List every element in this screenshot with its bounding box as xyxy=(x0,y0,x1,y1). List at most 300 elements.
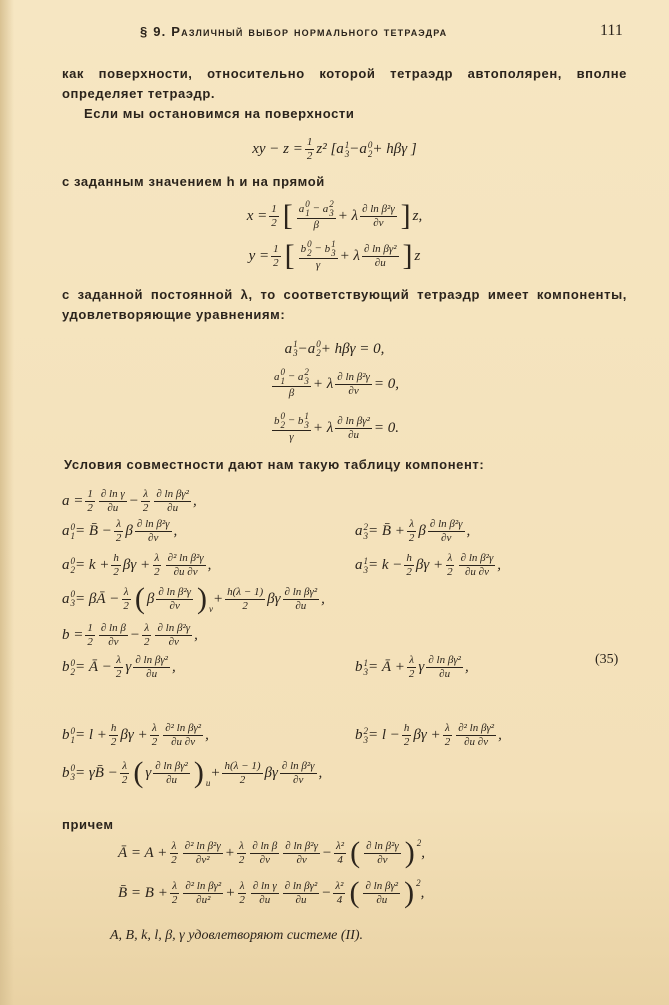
formula-text: 2 xyxy=(115,668,122,680)
big-delimiter xyxy=(195,584,213,614)
formula-text: λ xyxy=(409,654,415,666)
numerator xyxy=(163,722,203,736)
superscript: 1 xyxy=(363,555,368,566)
formula-text: ∂ ln β²γ xyxy=(281,759,315,772)
subscript: 2 xyxy=(280,420,285,430)
formula-text: z, xyxy=(412,207,423,224)
denominator xyxy=(111,566,121,579)
running-header: § 9. Различный выбор нормального тетраэдра xyxy=(140,24,448,39)
indexed-symbol xyxy=(298,368,309,386)
numerator xyxy=(99,488,127,502)
subscript: 1 xyxy=(70,734,75,745)
formula-text: γ xyxy=(315,259,321,271)
numerator xyxy=(456,722,496,736)
subscript: 3 xyxy=(70,772,75,782)
denominator xyxy=(335,854,345,867)
symbol: a xyxy=(273,370,280,383)
formula-text: ∂ ln βγ² xyxy=(365,879,399,892)
formula-text: ∂ ln βγ² xyxy=(155,759,188,772)
symbol: a xyxy=(298,202,305,215)
fraction xyxy=(225,586,265,613)
fraction xyxy=(404,552,414,579)
formula-text: 2 xyxy=(238,853,245,866)
formula-text: B̄ = B + xyxy=(118,884,168,901)
formula-text: ∂v xyxy=(348,384,359,397)
indexed-symbol xyxy=(336,141,349,159)
formula-text: Ā = A + xyxy=(118,844,168,861)
formula-text: − xyxy=(321,884,332,901)
superscript: 0 xyxy=(280,367,285,377)
numerator xyxy=(407,518,416,532)
numerator xyxy=(225,586,265,600)
indexed-symbol xyxy=(62,523,75,541)
paragraph-1: как поверхности, относительно которой тетраэдр автополярен, вполне определяет тетраэдр. xyxy=(62,66,627,101)
superscript: 0 xyxy=(280,411,285,421)
numerator xyxy=(334,840,346,854)
formula-text: 2 xyxy=(306,150,313,162)
formula-text: βγ xyxy=(267,590,281,607)
indexed-symbol xyxy=(325,240,336,258)
fraction xyxy=(334,840,346,867)
formula-text: ∂u xyxy=(376,893,388,906)
fraction xyxy=(456,722,496,749)
fraction xyxy=(156,586,193,613)
fraction xyxy=(363,880,400,907)
fraction xyxy=(272,412,311,444)
formula-text: h xyxy=(403,722,410,734)
fraction xyxy=(283,840,320,867)
numerator xyxy=(251,880,279,894)
symbol: a xyxy=(307,340,316,357)
denominator xyxy=(85,502,95,515)
subscript: 3 xyxy=(331,248,336,258)
formula-text: ∂u xyxy=(439,668,451,680)
formula-text: , xyxy=(194,627,198,643)
numerator xyxy=(154,488,191,502)
formula-text: γ xyxy=(145,764,152,781)
formula-text: ∂ ln β²γ xyxy=(285,839,318,852)
formula-text: ∂² ln βγ² xyxy=(185,879,222,892)
symbol: a xyxy=(62,523,70,539)
formula-text: βγ + xyxy=(122,557,151,573)
numerator xyxy=(170,840,179,854)
formula-text: ∂v xyxy=(296,853,307,866)
superscript: 1 xyxy=(363,657,368,668)
indexed-symbol xyxy=(62,557,75,575)
formula-text: ∂ ln β²γ xyxy=(136,518,170,530)
formula-text: , xyxy=(171,659,176,675)
formula-text: β xyxy=(125,523,133,539)
numerator xyxy=(183,840,223,854)
paragraph-6: причем xyxy=(62,817,114,832)
indexed-symbol xyxy=(62,727,75,745)
indexed-symbol xyxy=(62,590,75,608)
formula-text: ∂ ln β²γ xyxy=(337,370,370,383)
numerator xyxy=(333,880,345,894)
formula-text: λ xyxy=(239,879,245,892)
denominator xyxy=(375,854,389,867)
formula-text: 1 xyxy=(306,136,313,148)
numerator xyxy=(170,880,179,894)
table-b32 xyxy=(355,722,502,749)
delimiter: ( xyxy=(350,836,361,869)
big-delimiter xyxy=(399,201,413,231)
formula-text: 2 xyxy=(408,532,415,544)
formula-text: , xyxy=(318,764,323,781)
fraction xyxy=(99,488,127,515)
equation-number: (35) xyxy=(595,652,619,667)
subscript: 2 xyxy=(70,564,75,575)
denominator xyxy=(291,774,305,787)
fraction xyxy=(85,488,95,515)
fraction xyxy=(407,654,417,681)
superscript: 0 xyxy=(307,239,312,249)
formula-text: 1 xyxy=(273,242,279,255)
formula-text: βγ xyxy=(264,764,278,781)
denominator xyxy=(152,566,162,579)
superscript: 0 xyxy=(316,339,321,349)
denominator xyxy=(169,854,179,867)
formula-text: βγ + xyxy=(413,727,441,743)
indexed-symbol xyxy=(274,412,285,430)
formula-text: ∂ ln β²γ xyxy=(366,839,399,852)
denominator xyxy=(106,636,120,649)
denominator xyxy=(293,600,308,613)
numerator xyxy=(166,552,206,566)
numerator xyxy=(297,200,336,219)
denominator xyxy=(164,774,179,787)
formula-text: ∂u ∂v xyxy=(464,736,489,748)
fraction xyxy=(271,243,281,270)
big-delimiter xyxy=(133,584,147,614)
denominator xyxy=(240,600,250,613)
denominator xyxy=(335,894,345,907)
table-b10 xyxy=(62,722,209,749)
fraction xyxy=(153,760,190,787)
numerator xyxy=(133,654,170,668)
fraction xyxy=(135,518,172,545)
numerator xyxy=(85,488,95,502)
formula-text: + xyxy=(210,764,221,781)
formula-text: λ xyxy=(239,839,244,852)
formula-text: 2 xyxy=(403,736,410,748)
formula-text: − xyxy=(128,493,139,509)
denominator xyxy=(150,736,160,749)
table-a xyxy=(62,488,197,515)
formula-text: − xyxy=(309,202,323,215)
formula-text: z² [ xyxy=(316,141,337,157)
big-delimiter xyxy=(348,838,362,868)
numerator xyxy=(142,622,151,636)
symbol: a xyxy=(359,141,367,157)
formula-text: ∂ ln β xyxy=(252,839,278,852)
numerator xyxy=(109,722,119,736)
formula-text: h xyxy=(406,552,412,564)
denominator xyxy=(194,894,212,907)
fraction xyxy=(237,880,247,907)
formula-text: , xyxy=(497,557,502,573)
formula-text: λ xyxy=(152,722,157,734)
superscript: 1 xyxy=(331,239,336,249)
superscript: 0 xyxy=(70,555,75,566)
formula-text: 2 xyxy=(87,502,93,514)
numerator xyxy=(280,760,317,774)
equation-1 xyxy=(0,340,669,358)
numerator xyxy=(446,552,455,566)
formula-text: ∂u xyxy=(167,502,179,514)
symbol: b xyxy=(297,414,304,427)
denominator xyxy=(109,736,119,749)
numerator xyxy=(237,840,246,854)
fraction xyxy=(297,200,336,232)
numerator xyxy=(364,840,401,854)
formula-text: = 0. xyxy=(373,419,400,436)
denominator xyxy=(121,600,131,613)
formula-text: = B̄ − xyxy=(75,523,112,539)
subscript: 3 xyxy=(363,564,368,575)
numerator xyxy=(111,552,121,566)
indexed-symbol xyxy=(355,727,368,745)
fraction xyxy=(333,880,345,907)
formula-text: ∂ ln βγ² xyxy=(363,242,397,255)
numerator xyxy=(407,654,416,668)
numerator xyxy=(459,552,496,566)
formula-text: 2 xyxy=(239,773,246,786)
formula-text: ∂² ln β²γ xyxy=(184,839,221,852)
superscript: 0 xyxy=(305,199,310,209)
formula-text: 2 xyxy=(447,566,453,578)
indexed-symbol xyxy=(285,340,298,358)
fraction xyxy=(163,722,203,749)
formula-line-y xyxy=(0,240,669,272)
numerator xyxy=(135,518,172,532)
subscript: 3 xyxy=(304,376,309,386)
formula-text: ∂u xyxy=(295,599,307,612)
formula-text: , xyxy=(207,557,212,573)
fraction xyxy=(85,622,95,649)
formula-text: = k − xyxy=(368,557,403,573)
denominator xyxy=(463,566,491,579)
superscript: 2 xyxy=(363,521,368,532)
denominator xyxy=(287,387,296,400)
fraction xyxy=(141,488,151,515)
formula-text: λ xyxy=(123,585,129,598)
fraction xyxy=(114,518,124,545)
denominator xyxy=(271,257,281,270)
fraction xyxy=(283,586,320,613)
formula-text: − xyxy=(297,340,308,357)
subscript: 3 xyxy=(329,208,334,218)
fraction xyxy=(99,622,128,649)
numerator xyxy=(360,203,397,217)
fraction xyxy=(251,880,279,907)
formula-text: ∂v xyxy=(293,773,304,786)
denominator xyxy=(437,668,452,681)
denominator xyxy=(172,566,200,579)
indexed-symbol xyxy=(323,200,334,218)
formula-text: 2 xyxy=(110,736,117,748)
delimiter: ) xyxy=(196,582,207,615)
formula-text: ∂ ln βγ² xyxy=(284,585,318,598)
denominator xyxy=(462,736,490,749)
formula-text: ∂ ln βγ² xyxy=(156,488,189,500)
symbol: a xyxy=(62,590,70,607)
denominator xyxy=(85,636,95,649)
paragraph-3: с заданным значением h и на прямой xyxy=(62,174,325,189)
subscript: 3 xyxy=(344,148,350,159)
formula-text: ∂u xyxy=(374,256,386,269)
formula-line-x xyxy=(0,200,669,232)
delimiter: [ xyxy=(282,199,293,232)
subscript: 2 xyxy=(367,148,373,159)
fraction xyxy=(154,488,191,515)
denominator xyxy=(167,636,181,649)
formula-text: ∂v xyxy=(441,532,452,544)
symbol: b xyxy=(62,727,70,743)
denominator xyxy=(105,502,120,515)
indexed-symbol xyxy=(355,557,368,575)
table-b xyxy=(62,622,198,649)
paragraph-2: Если мы остановимся на поверхности xyxy=(84,106,355,121)
fraction xyxy=(133,654,170,681)
table-a20 xyxy=(62,552,211,579)
denominator xyxy=(374,894,389,907)
fraction xyxy=(280,760,317,787)
big-delimiter xyxy=(192,758,211,788)
denominator xyxy=(294,894,309,907)
denominator xyxy=(120,774,130,787)
symbol: b xyxy=(273,414,280,427)
formula-text: λ xyxy=(122,759,127,772)
numerator xyxy=(153,760,190,774)
symbol: a xyxy=(284,340,293,357)
formula-text: , xyxy=(321,590,325,607)
subscript: 2 xyxy=(70,666,75,677)
delimiter-subscript: u xyxy=(205,778,211,788)
paragraph-4: с заданной постоянной λ, то соответствующий тетраэдр имеет компоненты, удовлетворяющие уравнениям: xyxy=(62,287,627,322)
formula-a-bar xyxy=(118,838,425,868)
superscript: 2 xyxy=(363,725,368,736)
formula-text: γ xyxy=(418,659,425,675)
fraction xyxy=(335,371,372,398)
formula-text: , xyxy=(421,844,425,861)
formula-text: ∂ ln β²γ xyxy=(460,552,494,564)
indices xyxy=(304,368,309,386)
formula-text: a = xyxy=(62,493,84,509)
indices xyxy=(329,200,334,218)
numerator xyxy=(156,586,193,600)
indexed-symbol xyxy=(355,659,368,677)
formula-text: γ xyxy=(289,431,294,443)
formula-text: λ xyxy=(116,654,122,666)
formula-text: + xyxy=(225,884,236,901)
formula-text: ∂u xyxy=(259,893,271,906)
formula-text: , xyxy=(466,523,471,539)
formula-text: , xyxy=(464,659,469,675)
fraction xyxy=(360,203,397,230)
fraction xyxy=(428,518,465,545)
denominator xyxy=(314,259,322,272)
formula-text: ∂v xyxy=(168,636,179,648)
denominator xyxy=(443,736,453,749)
formula-text: 2 xyxy=(154,566,160,578)
subscript: 3 xyxy=(363,734,368,745)
numerator xyxy=(363,880,400,894)
formula-text: ∂u xyxy=(107,502,119,514)
formula-text: xy − z = xyxy=(252,141,303,157)
indices xyxy=(331,240,336,258)
denominator xyxy=(114,668,124,681)
numerator xyxy=(404,552,414,566)
formula-text: λ xyxy=(171,839,177,852)
paragraph-7: A, B, k, l, β, γ удовлетворяют системе (II). xyxy=(110,928,364,943)
numerator xyxy=(299,240,338,259)
delimiter: ( xyxy=(349,876,360,909)
numerator xyxy=(305,136,315,150)
formula-text: − xyxy=(129,627,140,643)
formula-text: ∂² ln βγ² xyxy=(165,722,202,734)
fraction xyxy=(364,840,401,867)
numerator xyxy=(183,880,223,894)
formula-text: h xyxy=(110,722,117,734)
formula-text: βγ + xyxy=(415,557,444,573)
denominator xyxy=(169,736,197,749)
formula-text: ∂u ∂v xyxy=(464,566,489,578)
numerator xyxy=(402,722,412,736)
formula-text: = Ā + xyxy=(368,659,405,675)
formula-text: , xyxy=(173,523,178,539)
formula-text: ∂ ln β²γ xyxy=(362,202,395,215)
denominator xyxy=(346,429,361,442)
numerator xyxy=(362,243,399,257)
formula-text: 1 xyxy=(87,488,93,500)
symbol: b xyxy=(62,659,70,675)
denominator xyxy=(407,668,417,681)
formula-text: ∂ ln β²γ xyxy=(158,585,191,598)
equation-2 xyxy=(0,368,669,400)
superscript: 2 xyxy=(329,199,334,209)
formula-text: = k + xyxy=(75,557,110,573)
denominator xyxy=(407,532,417,545)
formula-text: 2 xyxy=(115,532,122,544)
formula-text: λ xyxy=(144,622,150,634)
paragraph-5: Условия совместности дают нам такую таблицу компонент: xyxy=(64,457,485,472)
numerator xyxy=(238,880,247,894)
big-delimiter xyxy=(401,241,415,271)
indexed-symbol xyxy=(301,240,312,258)
delimiter: ) xyxy=(193,756,204,789)
denominator xyxy=(146,532,160,545)
formula-text: ∂v xyxy=(108,636,119,648)
denominator xyxy=(311,219,320,232)
symbol: a xyxy=(355,523,363,539)
table-a31 xyxy=(355,552,501,579)
subscript: 1 xyxy=(70,530,75,541)
fraction xyxy=(142,622,152,649)
formula-text: ∂² ln β²γ xyxy=(167,552,204,564)
formula-text: β xyxy=(146,590,155,607)
table-b30 xyxy=(62,758,322,788)
formula-text: ∂ ln β²γ xyxy=(157,622,191,634)
big-delimiter xyxy=(347,878,361,908)
symbol: a xyxy=(322,202,329,215)
formula-text: ∂u xyxy=(348,428,360,441)
symbol: a xyxy=(297,370,304,383)
fraction xyxy=(237,840,247,867)
denominator xyxy=(404,566,414,579)
formula-text: λ xyxy=(445,722,450,734)
formula-text: λ xyxy=(143,488,148,500)
